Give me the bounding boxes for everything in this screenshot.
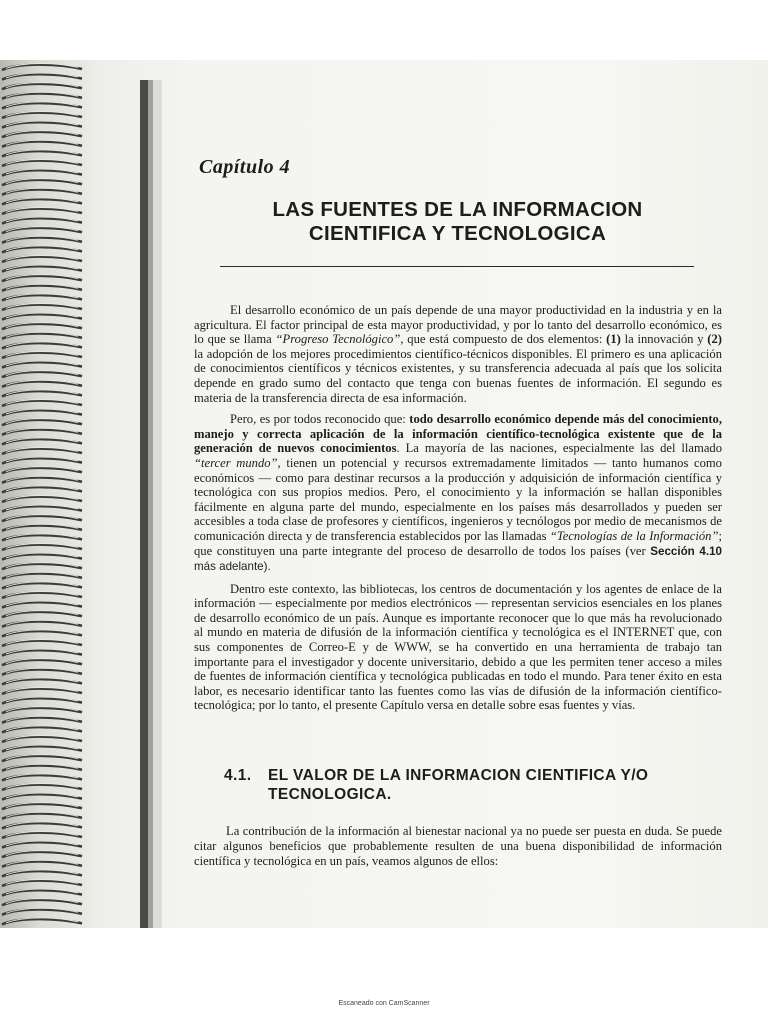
section-text xyxy=(194,824,722,868)
document-page xyxy=(0,60,768,928)
scanner-watermark: Escaneado con CamScanner xyxy=(338,1000,430,1007)
chapter-title xyxy=(225,198,690,246)
scanned-page xyxy=(0,60,768,928)
section-title-line2: TECNOLOGICA. xyxy=(268,786,392,803)
title-divider xyxy=(220,266,694,267)
paragraph-2: Pero, es por todos reconocido que: todo desarrollo económico depende más del conocimiento, manejo y correcta aplicación de la información científico-tecnológica existente que de la generación de nuevos conocimientos. La mayoría de las naciones, especialmente las del llamado “tercer mundo”, tienen un potencial y recursos extremadamente limitados — tanto humanos como económicos — como para destinar recursos a la producción y adquisición de información científica y tecnológica con sus propios medios. Pero, el conocimiento y la información se hallan disponibles fácilmente en alguna parte del mundo, especialmente en los países más desarrollados y pueden ser accesibles a toda clase de profesores y científicos, ingenieros y tecnólogos por medio de mecanismos de comunicación directa y de transferencia establecidos por las llamadas “Tecnologías de la Información”; que constituyen una parte integrante del proceso de desarrollo de todos los países (ver Sección 4.10 más adelante). xyxy=(194,412,722,574)
paragraph-3: Dentro este contexto, las bibliotecas, los centros de documentación y los agentes de enlace de la información — especialmente por medios electrónicos — representan servicios esenciales en los planes de desarrollo económico de un país. Aunque es importante reconocer que lo que más ha revolucionado al mundo en materia de difusión de la información científica y tecnológica es el INTERNET que, con sus componentes de Correo-E y de WWW, se ha convertido en una herramienta de trabajo tan importante para el investigador y docente universitario, debido a que les permiten tener acceso a miles de fuentes de información científica y tecnológica publicadas en todo el mundo. Para tener éxito en esta labor, es necesario identificar tanto las fuentes como las vías de difusión de la información científico-tecnológica; por lo tanto, el presente Capítulo versa en detalle sobre esas fuentes y vías. xyxy=(194,581,722,713)
chapter-title-line1: LAS FUENTES DE LA INFORMACION xyxy=(272,198,643,221)
paragraph-1: El desarrollo económico de un país depende de una mayor productividad en la industria y en la agricultura. El factor principal de esta mayor productividad, y por lo tanto del desarrollo económico, es lo que se llama “Progreso Tecnológico”, que está compuesto de dos elementos: (1) la innovación y (2) la adopción de los mejores procedimientos científico-técnicos disponibles. El primero es una aplicación de conocimientos científicos y técnicos existentes, y su transferencia adecuada al país que los solicita depende en grado sumo del contacto que tenga con buenas fuentes de información. El segundo es materia de la transferencia directa de esa información. xyxy=(194,303,722,405)
section-title-line1: EL VALOR DE LA INFORMACION CIENTIFICA Y/O xyxy=(268,767,649,784)
paragraph-4: La contribución de la información al bienestar nacional ya no puede ser puesta en duda. Se puede citar algunos beneficios que probablemente resulten de una buena disponibilidad de información científica y tecnológica en un país, veamos algunos de ellos: xyxy=(194,824,722,868)
section-heading xyxy=(224,766,704,804)
section-number: 4.1. xyxy=(224,767,252,784)
chapter-label: Capítulo 4 xyxy=(199,156,291,178)
intro-text xyxy=(194,303,722,720)
chapter-title-line2: CIENTIFICA Y TECNOLOGICA xyxy=(308,222,607,245)
